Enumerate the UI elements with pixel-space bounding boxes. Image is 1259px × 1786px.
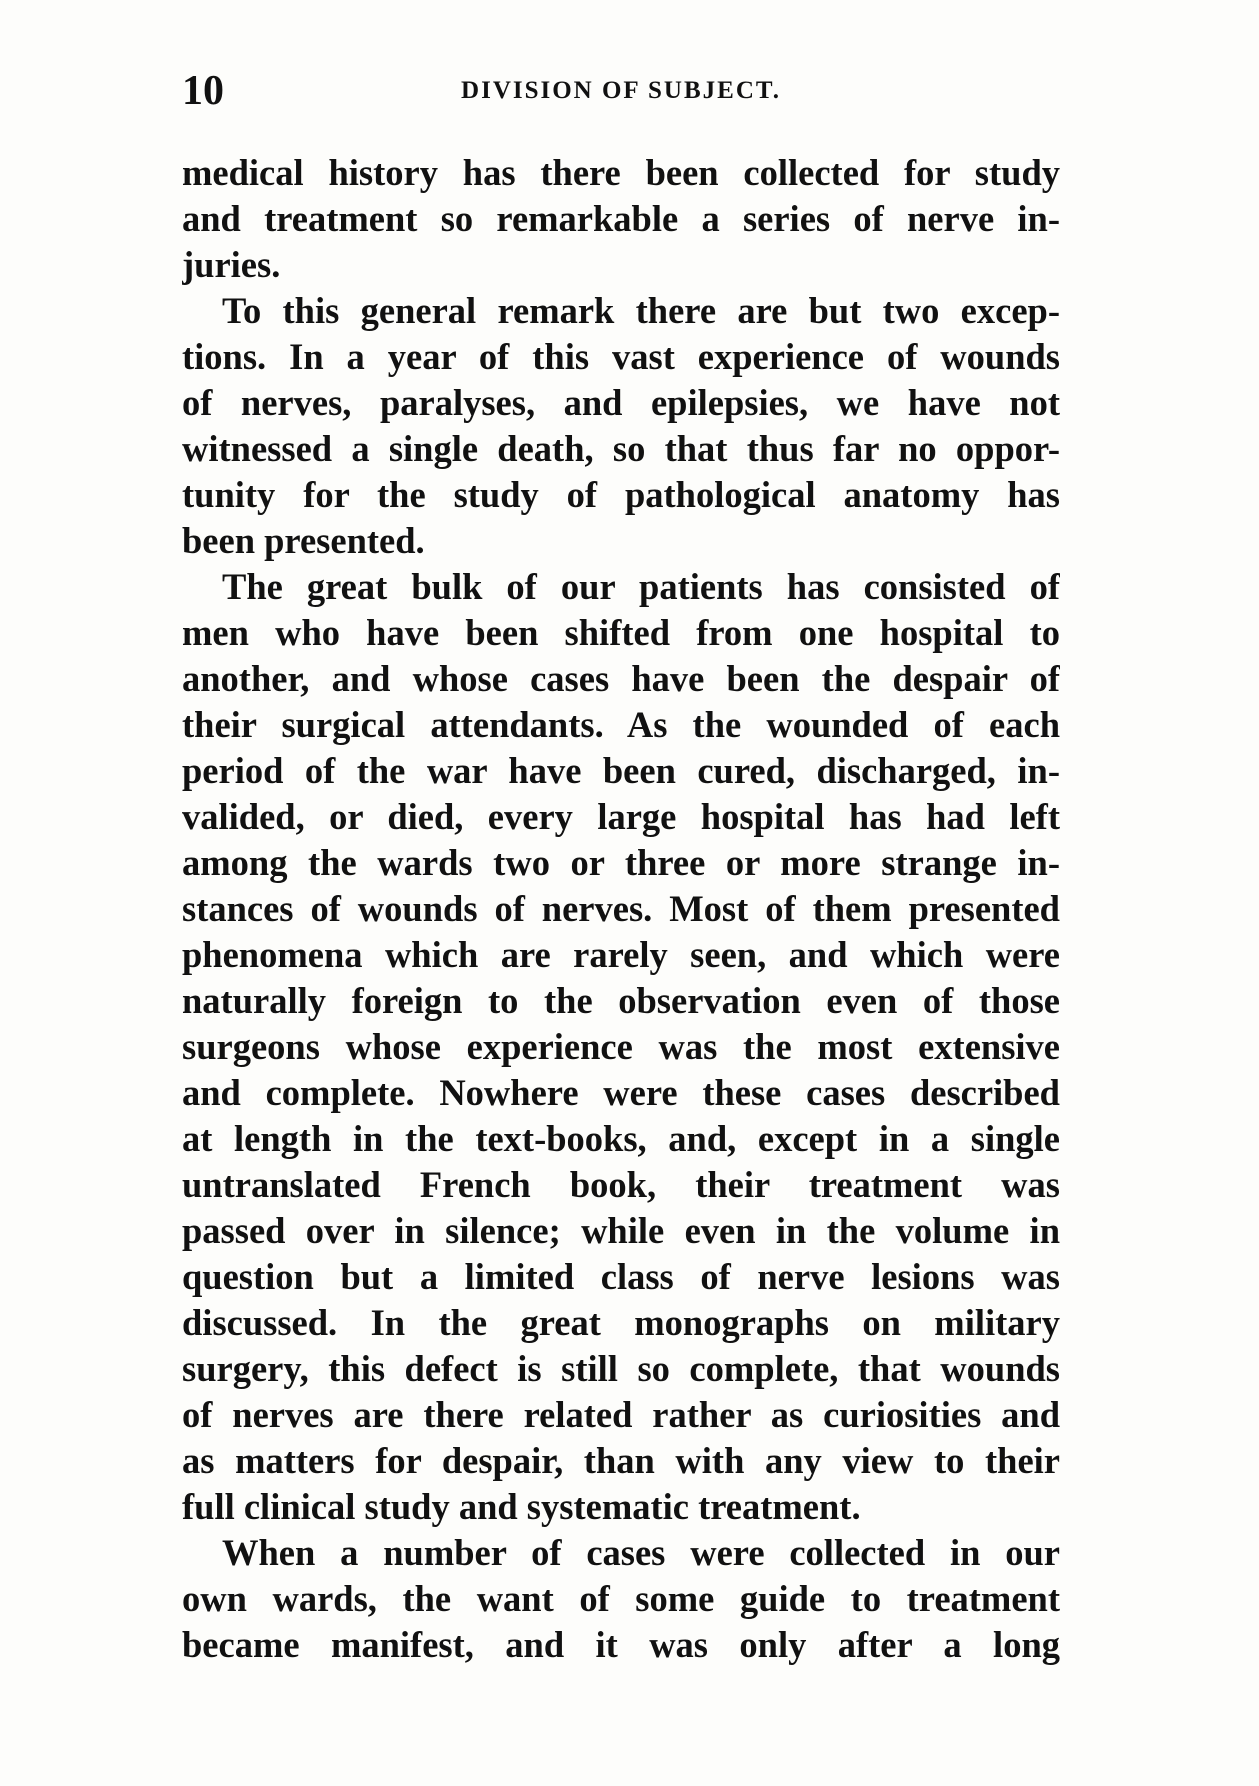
text-line: valided, or died, every large hospital has had left <box>182 796 1060 837</box>
text-line: full clinical study and systematic treatment. <box>182 1486 861 1527</box>
text-line: of nerves, paralyses, and epilepsies, we have not <box>182 382 1060 423</box>
text-line: medical history has there been collected for study <box>182 152 1060 193</box>
text-line: juries. <box>182 244 281 285</box>
text-line: became manifest, and it was only after a long <box>182 1624 1060 1665</box>
page-number: 10 <box>182 68 224 114</box>
text-line: their surgical attendants. As the wounded of each <box>182 704 1060 745</box>
text-line: untranslated French book, their treatment was <box>182 1164 1060 1205</box>
text-line: discussed. In the great monographs on military <box>182 1302 1060 1343</box>
text-line: men who have been shifted from one hospital to <box>182 612 1060 653</box>
text-line: own wards, the want of some guide to treatment <box>182 1578 1060 1619</box>
text-line: and treatment so remarkable a series of nerve in- <box>182 198 1060 239</box>
paragraph <box>182 288 1060 564</box>
text-line: period of the war have been cured, discharged, in- <box>182 750 1060 791</box>
text-line: stances of wounds of nerves. Most of them presented <box>182 888 1060 929</box>
text-line: surgeons whose experience was the most extensive <box>182 1026 1060 1067</box>
text-line: phenomena which are rarely seen, and which were <box>182 934 1060 975</box>
text-line: To this general remark there are but two excep- <box>222 290 1060 331</box>
text-line: question but a limited class of nerve lesions was <box>182 1256 1060 1297</box>
running-head <box>182 58 1060 118</box>
text-line: at length in the text-books, and, except in a single <box>182 1118 1060 1159</box>
text-line: When a number of cases were collected in our <box>222 1532 1060 1573</box>
text-line: passed over in silence; while even in the volume in <box>182 1210 1060 1251</box>
text-line: naturally foreign to the observation even of those <box>182 980 1060 1021</box>
text-line: surgery, this defect is still so complete, that wounds <box>182 1348 1060 1389</box>
text-line: tions. In a year of this vast experience of wounds <box>182 336 1060 377</box>
text-line: among the wards two or three or more strange in- <box>182 842 1060 883</box>
text-line: as matters for despair, than with any view to their <box>182 1440 1060 1481</box>
paragraph <box>182 1530 1060 1668</box>
text-line: witnessed a single death, so that thus far no oppor- <box>182 428 1060 469</box>
text-line: and complete. Nowhere were these cases described <box>182 1072 1060 1113</box>
text-line: The great bulk of our patients has consisted of <box>222 566 1060 607</box>
text-line: tunity for the study of pathological anatomy has <box>182 474 1060 515</box>
paragraph <box>182 564 1060 1530</box>
text-line: of nerves are there related rather as curiosities and <box>182 1394 1060 1435</box>
running-title: DIVISION OF SUBJECT. <box>461 77 781 104</box>
paragraph <box>182 150 1060 288</box>
body-text <box>182 150 1060 1668</box>
text-line: been presented. <box>182 520 425 561</box>
text-line: another, and whose cases have been the despair of <box>182 658 1060 699</box>
